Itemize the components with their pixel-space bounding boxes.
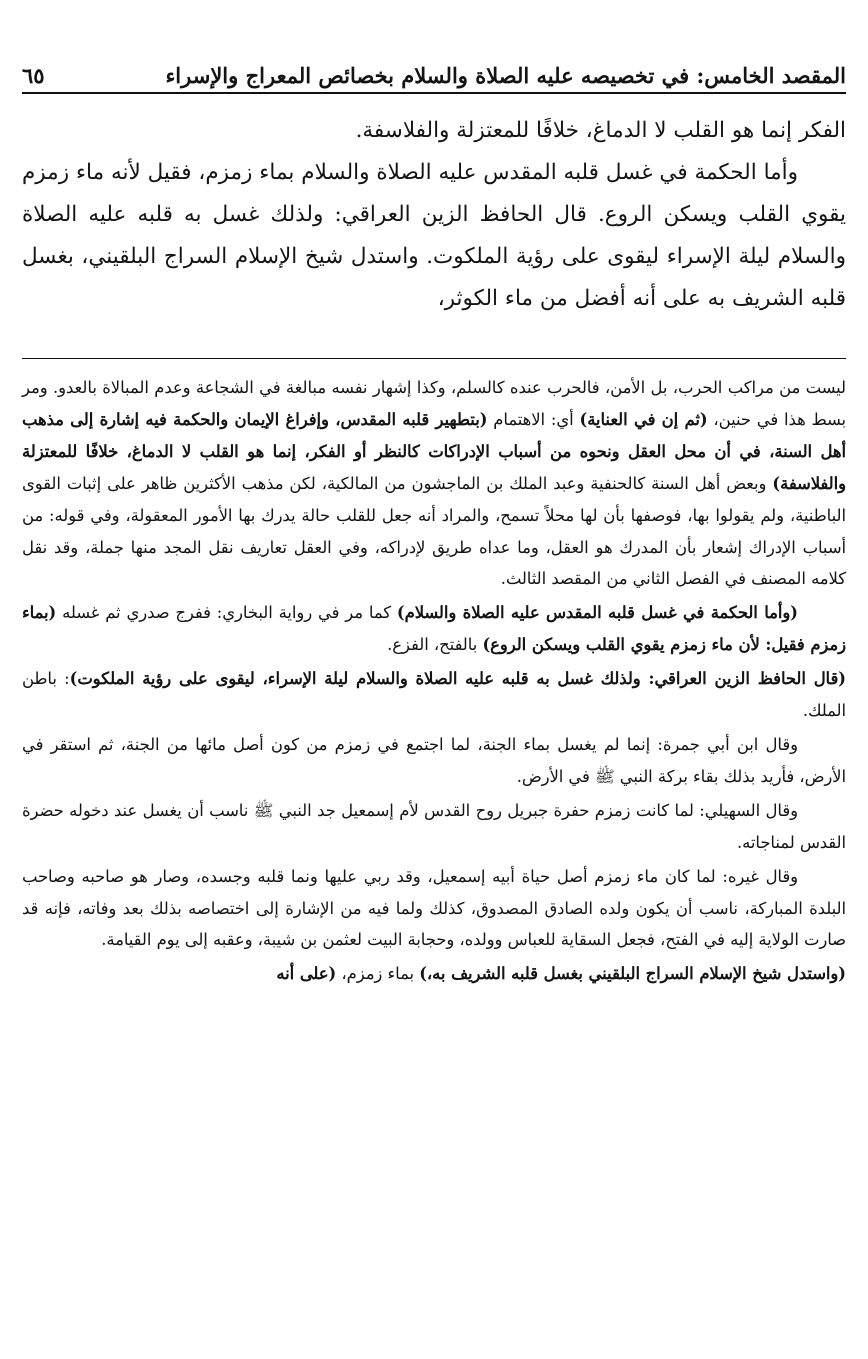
commentary-paragraph-6: وقال غيره: لما كان ماء زمزم أصل حياة أبيه إسمعيل، وقد ربي عليها ونما قلبه وجسده، وصار هو صاحبه وصاحب البلدة المباركة، ناسب أن يكون ولده الصادق المصدوق، كذلك ولما فيه من الإشارة إلى اختصاصه بذلك بعد وفاته، فإنه قد صارت الولاية إليه في الفتح، فجعل السقاية للعباس وولده، وحجابة البيت لعثمن بن شيبة، وعقبه إلى يوم القيامة. [22, 866, 846, 950]
quoted-matn: (قال الحافظ الزين العراقي: ولذلك غسل به قلبه عليه الصلاة والسلام ليلة الإسراء، ليقوى على رؤية الملكوت) [69, 669, 846, 689]
quoted-matn: (ثم إن في العناية) [579, 409, 708, 429]
quoted-matn: (على أنه [276, 964, 337, 984]
commentary-text: بماء زمزم، [336, 964, 420, 984]
page-header [22, 52, 846, 94]
commentary-paragraph-4: وقال ابن أبي جمرة: إنما لم يغسل بماء الجنة، لما اجتمع في زمزم من كون أصل مائها من الجنة، ثم استقر في الأرض، فأريد بذلك بقاء بركة النبي ﷺ في الأرض. [22, 734, 846, 786]
commentary-paragraph-1 [22, 372, 846, 595]
main-paragraph-1: الفكر إنما هو القلب لا الدماغ، خلافًا للمعتزلة والفلاسفة. [355, 118, 846, 143]
commentary-paragraph-7 [22, 958, 846, 990]
page-number: ٦٥ [22, 63, 45, 88]
quoted-matn: (واستدل شيخ الإسلام السراج البلقيني بغسل قلبه الشريف به،) [419, 964, 846, 984]
quoted-matn: (وأما الحكمة في غسل قلبه المقدس عليه الصلاة والسلام) [396, 603, 798, 623]
commentary-paragraph-2 [22, 597, 846, 661]
commentary-text: : باطن الملك. [22, 669, 846, 721]
commentary-text: بالفتح، الفزع. [387, 635, 483, 655]
running-title: المقصد الخامس: في تخصيصه عليه الصلاة والسلام بخصائص المعراج والإسراء [165, 63, 846, 88]
main-paragraph-2: وأما الحكمة في غسل قلبه المقدس عليه الصلاة والسلام بماء زمزم، فقيل لأنه ماء زمزم يقوي القلب ويسكن الروع. قال الحافظ الزين العراقي: ولذلك غسل به قلبه عليه الصلاة والسلام ليلة الإسراء ليقوى على رؤية الملكوت. واستدل شيخ الإسلام السراج البلقيني، بغسل قلبه الشريف به على أنه أفضل من ماء الكوثر، [22, 160, 846, 311]
commentary-paragraph-3 [22, 663, 846, 727]
quoted-matn: (بتطهير قلبه المقدس، وإفراغ الإيمان والحكمة فيه إشارة إلى مذهب أهل السنة، في أن محل العقل ونحوه من أسباب الإدراكات كالنظر أو الفكر، إنما هو القلب لا الدماغ، خلافًا للمعتزلة والفلاسفة) [22, 409, 846, 493]
commentary-paragraph-5: وقال السهيلي: لما كانت زمزم حفرة جبريل روح القدس لأم إسمعيل جد النبي ﷺ ناسب أن يغسل عند دخوله حضرة القدس لمناجاته. [22, 800, 846, 852]
quoted-matn: (بماء زمزم فقيل: لأن ماء زمزم يقوي القلب ويسكن الروع) [22, 603, 846, 655]
commentary [22, 372, 846, 990]
main-text [22, 110, 846, 320]
commentary-text: أي: الاهتمام [487, 409, 580, 429]
commentary-text: وبعض أهل السنة كالحنفية وعبد الملك بن الماجشون من المالكية، لكن مذهب الأكثرين ظاهر على إثبات القوى الباطنية، ولم يقولوا بها، فوصفها بأن لها محلاً تسمح، والمراد أنه جعل للقلب حالة يدرك بها الأمور المعقولة، وفي قوله: من أسباب الإدراك إشعار بأن المدرك هو العقل، وما عداه طريق لإدراكه، وفي العقل تعاريف نقل المجد منها جملة، وقد نقل كلامه المصنف في الفصل الثاني من المقصد الثالث. [22, 473, 846, 589]
footnote-divider [22, 358, 846, 359]
commentary-text: ليست من مراكب الحرب، بل الأمن، فالحرب عنده كالسلم، وكذا إشهار نفسه مبالغة في الشجاعة وعدم المبالاة بالعدو. ومر بسط هذا في حنين، [22, 378, 847, 429]
commentary-text: كما مر في رواية البخاري: ففرج صدري ثم غسله [56, 603, 397, 623]
